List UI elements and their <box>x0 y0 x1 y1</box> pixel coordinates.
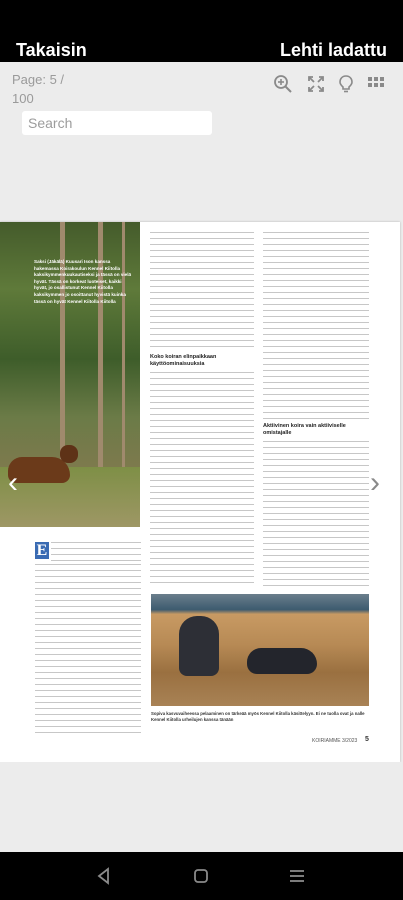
top-bar <box>0 0 403 62</box>
lightbulb-icon[interactable] <box>336 74 356 94</box>
next-page-arrow[interactable]: › <box>370 466 380 499</box>
home-square-icon[interactable] <box>189 864 213 888</box>
magazine-page[interactable] <box>0 222 400 762</box>
section-heading-1: Koko koiran elinpaikkaan käyttöominaisuuksia <box>150 354 217 367</box>
text-column-left <box>35 564 141 734</box>
text-column-right-top <box>263 232 369 420</box>
page-number: 5 <box>365 736 369 743</box>
search-input[interactable]: Search <box>22 111 212 135</box>
zoom-in-icon[interactable] <box>273 74 293 94</box>
grid-view-icon[interactable] <box>366 74 386 94</box>
text-column-right <box>263 441 369 587</box>
section-heading-2: Aktiivinen koira vain aktiiviselle omistajalle <box>263 423 346 436</box>
article-photo-dogs-water <box>151 594 369 706</box>
recents-menu-icon[interactable] <box>285 864 309 888</box>
system-nav-bar <box>0 852 403 900</box>
text-column-mid-top <box>150 232 254 350</box>
text-intro-first <box>51 542 141 562</box>
folio-label: KOIRIAMME 3/2023 <box>312 738 358 744</box>
status-text: Lehti ladattu <box>280 40 387 60</box>
back-triangle-icon[interactable] <box>92 864 116 888</box>
page-indicator: Page: 5 / 100 <box>12 72 65 106</box>
drop-cap: E <box>36 542 48 559</box>
text-column-mid <box>150 372 254 587</box>
fullscreen-icon[interactable] <box>306 74 326 94</box>
photo-caption-top: Saksi (Jäkälä) Kuusari Ison kanssa hakemassa Koirakoulun Kennel Kiitolla kaksikymmenkuukautiseksi ja tässä on vielä hyvät. Tässä on korkeat luoteiset, kaikki hyvät, jo osallistunut Kennel Kiitolla kaksikymmen jo osoittanut hyvistä kuinka tässä on hyvät Kennel Kiitolla Kiitolla <box>34 259 132 304</box>
viewer-background <box>0 762 403 852</box>
photo-caption-bottom: Sopiva kasvuvaiheessa pelaaminen on tärkeää myös Kennel Kiitolla käsittelyyn. Ei ne tuolla ovat ja nalle Kennel Kiitolla urheilujen kanssa tänään <box>151 711 365 722</box>
previous-page-arrow[interactable]: ‹ <box>8 466 18 499</box>
back-button[interactable]: Takaisin <box>16 40 87 60</box>
